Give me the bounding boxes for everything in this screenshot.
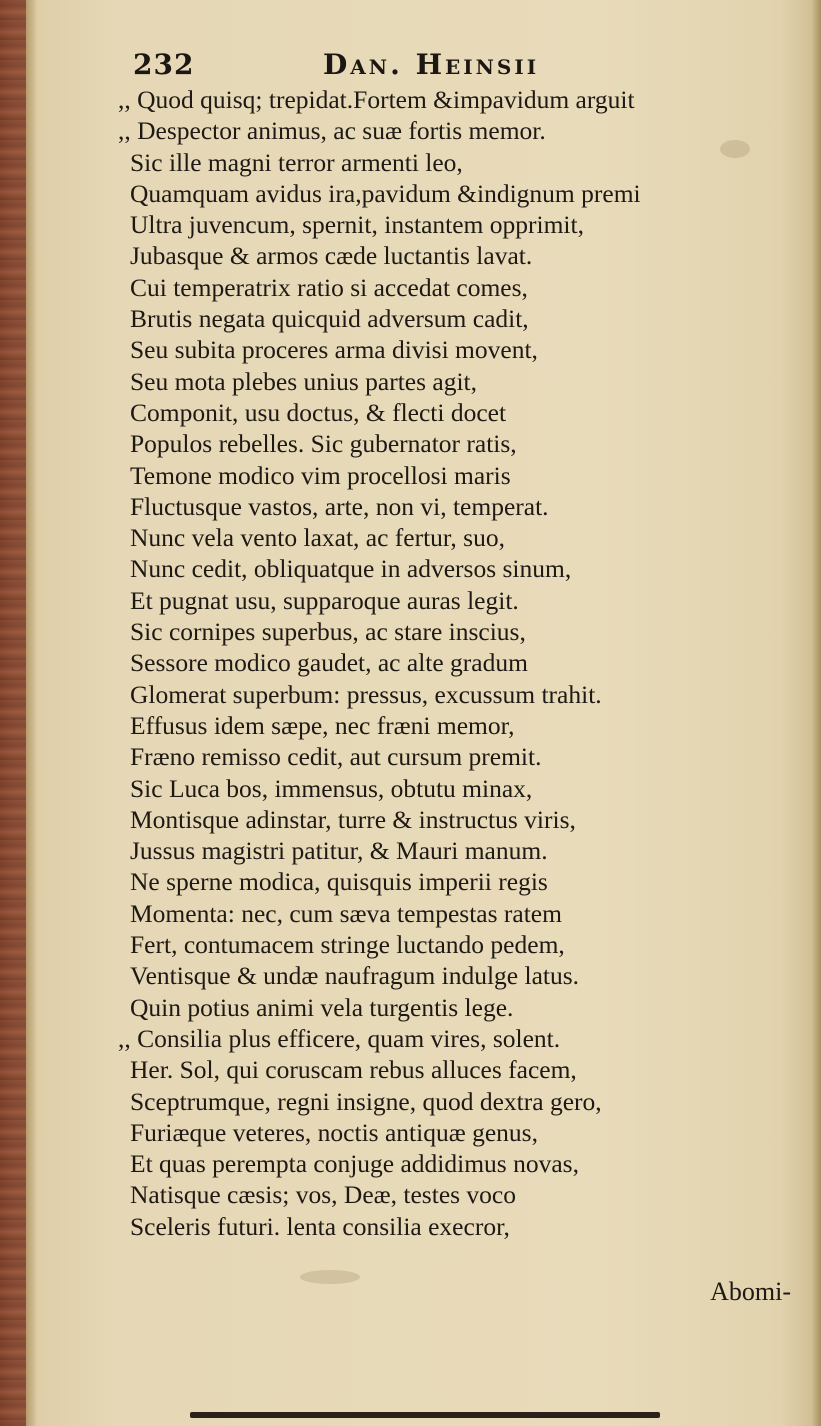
verse-line: Furiæque veteres, noctis antiquæ genus,: [130, 1117, 538, 1147]
verse-line: Natisque cæsis; vos, Deæ, testes voco: [130, 1180, 516, 1210]
verse-line: Glomerat superbum: pressus, excussum trahit.: [130, 679, 602, 709]
verse-line: Sic cornipes superbus, ac stare inscius,: [130, 617, 526, 647]
verse-line: Fræno remisso cedit, aut cursum premit.: [130, 742, 542, 772]
verse-line: Ventisque & undæ naufragum indulge latus.: [130, 961, 580, 991]
verse-line: Et pugnat usu, supparoque auras legit.: [130, 585, 519, 615]
verse-line: Populos rebelles. Sic gubernator ratis,: [130, 429, 517, 459]
verse-line: Sessore modico gaudet, ac alte gradum: [130, 648, 528, 678]
verse-line: Fluctusque vastos, arte, non vi, temperat.: [130, 491, 549, 521]
binding-edge: [0, 0, 26, 1426]
verse-line: Jubasque & armos cæde luctantis lavat.: [130, 241, 533, 271]
verse-line: Momenta: nec, cum sæva tempestas ratem: [130, 898, 562, 928]
verse-line: Nunc vela vento laxat, ac fertur, suo,: [130, 523, 505, 553]
verse-line: Fert, contumacem stringe luctando pedem,: [130, 930, 565, 960]
verse-line: Seu mota plebes unius partes agit,: [130, 366, 478, 396]
verse-line: Ne sperne modica, quisquis imperii regis: [130, 867, 548, 897]
verse-line: Et quas perempta conjuge addidimus novas,: [130, 1149, 579, 1179]
verse-line: ,, Quod quisq; trepidat.Fortem &impavidum arguit: [118, 85, 635, 114]
verse-line: Sceleris futuri. lenta consilia execror,: [130, 1211, 510, 1241]
paper-stain: [300, 1270, 360, 1284]
verse-line: Her. Sol, qui coruscam rebus alluces facem,: [130, 1055, 577, 1085]
page-edge-bottom: [190, 1412, 660, 1418]
verse-line: Quin potius animi vela turgentis lege.: [130, 992, 514, 1022]
gutter-shadow: [26, 0, 36, 1426]
catchword: Abomi-: [710, 1277, 791, 1306]
verse-line: Montisque adinstar, turre & instructus viris,: [130, 804, 576, 834]
verse-line: Sceptrumque, regni insigne, quod dextra gero,: [130, 1086, 602, 1116]
verse-line: Componit, usu doctus, & flecti docet: [130, 397, 507, 427]
verse-text: [118, 84, 788, 1242]
verse-line: Ultra juvencum, spernit, instantem opprimit,: [130, 210, 584, 240]
verse-line: Brutis negata quicquid adversum cadit,: [130, 304, 529, 334]
running-head: Dan. Heinsii: [323, 48, 540, 81]
verse-line: Sic Luca bos, immensus, obtutu minax,: [130, 773, 533, 803]
page-header: [133, 48, 773, 88]
verse-line: Jussus magistri patitur, & Mauri manum.: [130, 836, 548, 866]
verse-line: Cui temperatrix ratio si accedat comes,: [130, 272, 528, 302]
verse-line: ,, Despector animus, ac suæ fortis memor.: [118, 116, 546, 146]
verse-line: Quamquam avidus ira,pavidum &indignum premi: [130, 178, 641, 208]
verse-line: Nunc cedit, obliquatque in adversos sinum,: [130, 554, 572, 584]
page-edge-right: [811, 0, 821, 1426]
verse-line: Sic ille magni terror armenti leo,: [130, 147, 463, 177]
verse-line: Temone modico vim procellosi maris: [130, 460, 511, 490]
page-number: 232: [133, 48, 195, 81]
verse-line: ,, Consilia plus efficere, quam vires, solent.: [118, 1023, 561, 1053]
verse-line: Seu subita proceres arma divisi movent,: [130, 335, 538, 365]
verse-line: Effusus idem sæpe, nec fræni memor,: [130, 710, 515, 740]
